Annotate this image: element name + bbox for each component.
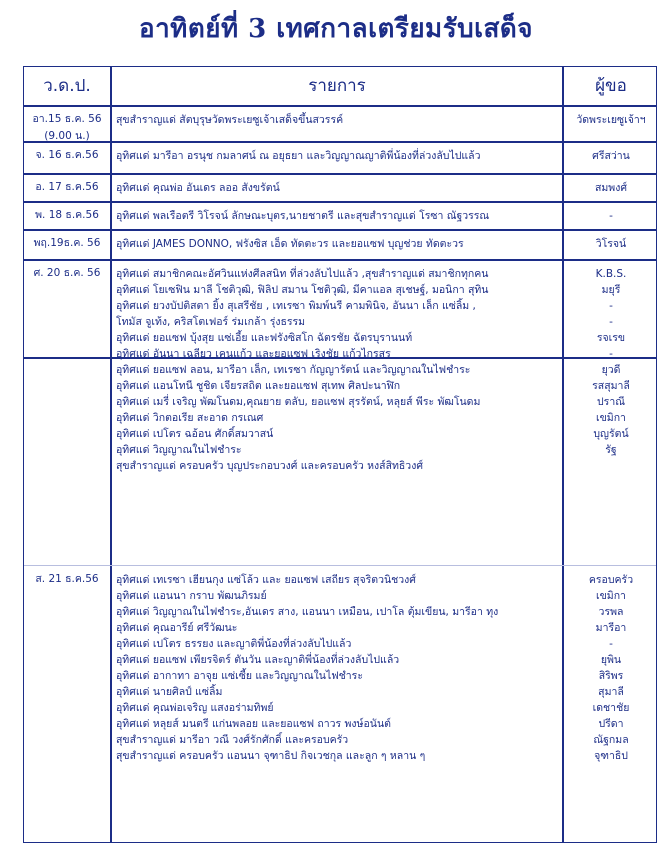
list-item: อุทิศแด่ เทเรซา เฮียนกุง แซ่โล้ว และ ยอแซฟ เสถียร สุจริตวนิชวงศ์ [116,574,416,586]
row-date [24,112,110,144]
row-requesters [564,112,658,128]
row-items [116,266,562,474]
row-requesters [564,208,658,224]
requester-name: - [609,210,613,222]
requester-name: รัฐ [605,444,617,456]
requester-name: วัดพระเยซูเจ้าฯ [576,114,646,126]
requester-name: ปราณี [597,396,625,408]
header-date: ว.ด.ป. [43,76,91,96]
row-requesters [564,236,658,252]
row-items [116,112,562,128]
page-title: อาทิตย์ที่ 3 เทศกาลเตรียมรับเสด็จ [138,14,534,44]
row-date [24,208,110,223]
date-line: ส. 21 ธ.ค.56 [35,573,99,585]
list-item: อุทิศแด่ ยอแซฟ บุ้งสุย แซ่เอี้ย และฟรังซิสโก ฉัตรชัย ฉัตรบุรานนท์ [116,332,413,344]
row-date [24,572,110,587]
list-item: อุทิศแด่ JAMES DONNO, ฟรังซิส เอ็ด ทัดตะวร และยอแซฟ บุญช่วย ทัดตะวร [116,238,464,250]
row-items [116,180,562,196]
list-item: โทมัส จูเท้ง, คริสโตเฟอร์ ร่มเกล้า รุ่งธรรม [116,316,306,328]
list-item: อุทิศแด่ เปโตร ธรรยง และญาติพี่น้องที่ล่วงลับไปแล้ว [116,638,352,650]
date-line: อา.15 ธ.ค. 56 [32,113,102,125]
requester-name: - [609,300,613,312]
list-item: อุทิศแด่ หลุยส์ มนตรี แก่นพลอย และยอแซฟ ถาวร พงษ์อนันต์ [116,718,391,730]
requester-name: เดชาชัย [592,702,630,714]
row-date [24,180,110,195]
requester-name: เขมิกา [596,590,626,602]
list-item: สุขสำราญแด่ ครอบครัว บุญประกอบวงศ์ และครอบครัว หงส์สิทธิวงศ์ [116,460,423,472]
row-date [24,148,110,163]
row-divider [24,229,656,231]
list-item: อุทิศแด่ นายศิลป์ แซ่ลิ้ม [116,686,223,698]
list-item: อุทิศแด่ วิกตอเรีย สะอาด กรเณศ [116,412,264,424]
list-item: อุทิศแด่ คุณพ่อเจริญ แสงอร่ามทิพย์ [116,702,274,714]
requester-name: รสสุมาลี [592,380,630,392]
requester-name: ณัฐกมล [593,734,629,746]
requester-name: มยุรี [601,284,621,296]
requester-name: - [609,348,613,360]
requester-name: ศรีสว่าน [592,150,630,162]
list-item: อุทิศแด่ คุณพ่อ อันเดร ลออ สังขรัตน์ [116,182,280,194]
row-divider [24,141,656,143]
list-item: อุทิศแด่ วิญญาณในไฟชำระ,อันเดร สาง, แอนนา เหมือน, เปาโล ตุ้มเขียน, มารีอา ทุง [116,606,499,618]
date-line: จ. 16 ธ.ค.56 [35,149,99,161]
requester-name: ยุวดี [601,364,621,376]
requester-name: ยุพิน [600,654,622,666]
list-item: อุทิศแด่ แอนโทนี ชูชิต เจียรสถิต และยอแซฟ สุเทพ ศิลปะนาฬิก [116,380,401,392]
header-requester: ผู้ขอ [595,76,627,96]
row-items [116,236,562,252]
list-item: อุทิศแด่ ยวงบัปติสตา ยิ้ง สุเสรีชัย , เทเรซา พิมพ์นรี คามพินิจ, อันนา เล็ก แซ่ลิ้ม , [116,300,476,312]
list-item: อุทิศแด่ พลเรือตรี วิโรจน์ ลักษณะบุตร,นายชาตรี และสุขสำราญแด่ โรซา ณัฐวรรณ [116,210,490,222]
row-requesters [564,572,658,764]
row-date [24,266,110,281]
requester-name: รจเรข [596,332,626,344]
requester-name: ปรีดา [598,718,624,730]
date-line: พฤ.19ธ.ค. 56 [33,237,101,249]
row-divider [24,173,656,175]
date-line: อ. 17 ธ.ค.56 [35,181,99,193]
list-item: อุทิศแด่ วิญญาณในไฟชำระ [116,444,242,456]
requester-name: วรพล [598,606,624,618]
requester-name: เขมิกา [596,412,626,424]
row-requesters [564,266,658,474]
requester-name: จุฑาธิป [594,750,628,762]
list-item: อุทิศแด่ อันนา เฉลียว เคนแก้ว และยอแซฟ เริงชัย แก้วไกรสร [116,348,391,360]
requester-name: K.B.S. [595,268,627,280]
row-date [24,236,110,251]
date-line: ศ. 20 ธ.ค. 56 [33,267,101,279]
list-item: อุทิศแด่ มารีอา อรนุช กมลาศน์ ณ อยุธยา และวิญญาณญาติพี่น้องที่ล่วงลับไปแล้ว [116,150,481,162]
requester-name: - [609,638,613,650]
list-item: อุทิศแด่ ยอแซฟ ลอน, มารีอา เล็ก, เทเรซา กัญญารัตน์ และวิญญาณในไฟชำระ [116,364,471,376]
schedule-table [23,66,657,843]
list-item: สุขสำราญแด่ ครอบครัว แอนนา จุฑาธิป กิจเวชกุล และลูก ๆ หลาน ๆ [116,750,426,762]
row-divider [24,105,656,107]
requester-name: บุญรัตน์ [593,428,629,440]
column-divider [110,67,112,842]
list-item: อุทิศแด่ อากาทา อาจุย แซ่เซี้ย และวิญญาณในไฟชำระ [116,670,363,682]
list-item: อุทิศแด่ เมรี่ เจริญ พัฒโนดม,คุณยาย ตลับ, ยอแซฟ สุรรัตน์, หลุยส์ พีระ พัฒโนดม [116,396,481,408]
list-item: อุทิศแด่ โยเซฟิน มาลี โชติวุฒิ, ฟิลิป สมาน โชติวุฒิ, มีคาแอล สุเชษฐ์, มอนิกา สุทิน [116,284,489,296]
row-requesters [564,148,658,164]
row-divider [24,201,656,203]
row-divider [24,565,656,566]
row-items [116,572,562,764]
date-line: (9.00 น.) [44,130,90,142]
requester-name: - [609,316,613,328]
requester-name: สุมาลี [598,686,624,698]
requester-name: ครอบครัว [588,574,634,586]
requester-name: มารีอา [595,622,627,634]
requester-name [564,458,658,474]
row-items [116,208,562,224]
list-item: สุขสำราญแด่ สัตบุรุษวัดพระเยซูเจ้าเสด็จขึ้นสวรรค์ [116,114,344,126]
requester-name: สมพงศ์ [594,182,628,194]
list-item: อุทิศแด่ แอนนา กราบ พัฒนภิรมย์ [116,590,267,602]
row-divider [24,259,656,261]
requester-name: สิริพร [598,670,624,682]
requester-name: วิโรจน์ [595,238,627,250]
date-line: พ. 18 ธ.ค.56 [35,209,99,221]
header-items: รายการ [308,76,366,96]
list-item: อุทิศแด่ คุณอารีย์ ศรีวัฒนะ [116,622,238,634]
row-items [116,148,562,164]
row-requesters [564,180,658,196]
list-item: อุทิศแด่ เปโตร ฉอ้อน ศักดิ์สมวาสน์ [116,428,274,440]
list-item: อุทิศแด่ สมาชิกคณะอัศวินแห่งศีลสนิท ที่ล่วงลับไปแล้ว ,สุขสำราญแด่ สมาชิกทุกคน [116,268,489,280]
list-item: อุทิศแด่ ยอแซฟ เพียรจิตร์ ตันวัน และญาติพี่น้องที่ล่วงลับไปแล้ว [116,654,400,666]
list-item: สุขสำราญแด่ มารีอา วณี วงศ์รักศักดิ์ และครอบครัว [116,734,349,746]
